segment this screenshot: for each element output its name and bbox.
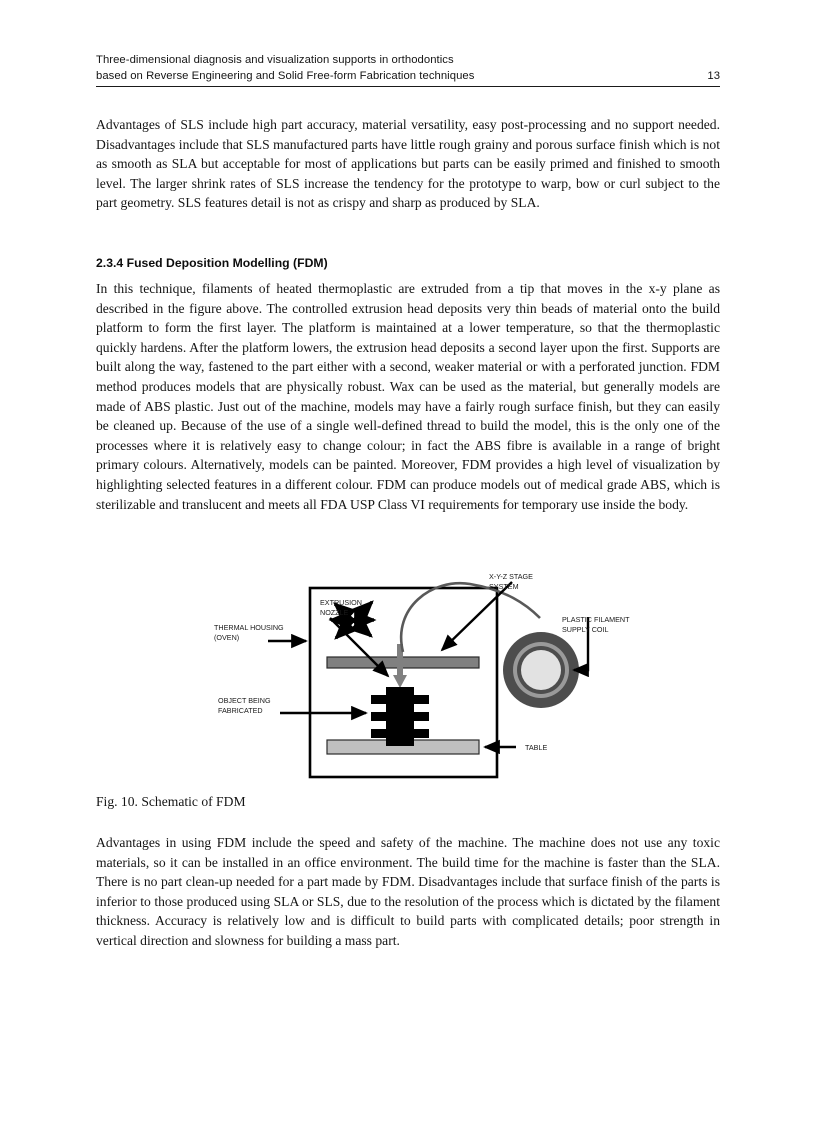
label-plastic-filament-line2: SUPPLY COIL — [562, 625, 609, 634]
label-xyz-stage-line2: SYSTEM — [489, 582, 519, 591]
section-heading-fdm: 2.3.4 Fused Deposition Modelling (FDM) — [96, 256, 328, 270]
page-number: 13 — [707, 70, 720, 82]
label-thermal-housing-line1: THERMAL HOUSING — [214, 623, 284, 632]
label-object-fabricated-line2: FABRICATED — [218, 706, 263, 715]
leader-xyz-stage — [442, 582, 512, 650]
label-xyz-stage-line1: X-Y-Z STAGE — [489, 572, 533, 581]
header-title-row-2 — [96, 68, 720, 84]
fdm-schematic-svg — [196, 560, 666, 790]
paragraph-fdm-advantages: Advantages in using FDM include the speed and safety of the machine. The machine does not use any toxic materials, so it can be installed in an office environment. The build time for the machine is faster than the SLA. There is no part clean-up needed for a part made by FDM. Disadvantages include that surface finish of the parts is inferior to those produced using SLA or SLS, due to the resolution of the process which is dictated by the filament thickness. Accuracy is relatively low and is difficult to build parts with complicated details; poor strength in vertical direction and slowness for building a mass part. — [96, 835, 720, 948]
figure-caption: Fig. 10. Schematic of FDM — [96, 794, 246, 809]
label-extrusion-nozzle-line1: EXTRUSION — [320, 598, 362, 607]
object-being-fabricated — [371, 687, 429, 746]
plastic-filament-coil — [503, 632, 579, 708]
label-thermal-housing-line2: (OVEN) — [214, 633, 240, 642]
header-title-line-1: Three-dimensional diagnosis and visualization supports in orthodontics — [96, 54, 454, 66]
label-table: TABLE — [525, 743, 548, 752]
label-plastic-filament-line1: PLASTIC FILAMENT — [562, 615, 630, 624]
header-title-line-2: based on Reverse Engineering and Solid Free-form Fabrication techniques — [96, 70, 475, 82]
paragraph-fdm-description: In this technique, filaments of heated thermoplastic are extruded from a tip that moves in the x-y plane as described in the figure above. The controlled extrusion head deposits very thin beads of material onto the build platform to form the first layer. The platform is maintained at a lower temperature, so that the thermoplastic quickly hardens. After the platform lowers, the extrusion head deposits a second layer upon the first. Supports are built along the way, fastened to the part either with a second, weaker material or with a perforated junction. FDM method produces models that are physically robust. Wax can be used as the material, but generally models are made of ABS plastic. Just out of the machine, models may have a fairly rough surface finish, but they can easily be cleaned up. Because of the use of a single well-defined thread to build the model, this is the only one of the processes where it is relatively easy to change colour; in fact the ABS fibre is available in a range of bright primary colours. Alternatively, models can be painted. Moreover, FDM provides a high level of visualization by highlighting selected features in a different colour. FDM can produce models out of medical grade ABS, which is sterilizable and translucent and meets all FDA USP Class VI requirements for temporary use inside the body. — [96, 281, 720, 512]
header-divider — [96, 86, 720, 87]
label-extrusion-nozzle-line2: NOZZLE — [320, 608, 349, 617]
figure-fdm-schematic — [196, 560, 666, 790]
label-object-fabricated-line1: OBJECT BEING — [218, 696, 271, 705]
paragraph-sls-advantages: Advantages of SLS include high part accuracy, material versatility, easy post-processing and no support needed. Disadvantages include that SLS manufactured parts have little rough grainy and porous surface finish which is not as smooth as SLA but acceptable for most of applications but parts can be easily primed and finished to smooth level. The larger shrink rates of SLS increase the tendency for the prototype to warp, bow or curl subject to the part geometry. SLS features detail is not as crispy and sharp as produced by SLA. — [96, 117, 720, 211]
page-header — [96, 52, 720, 87]
